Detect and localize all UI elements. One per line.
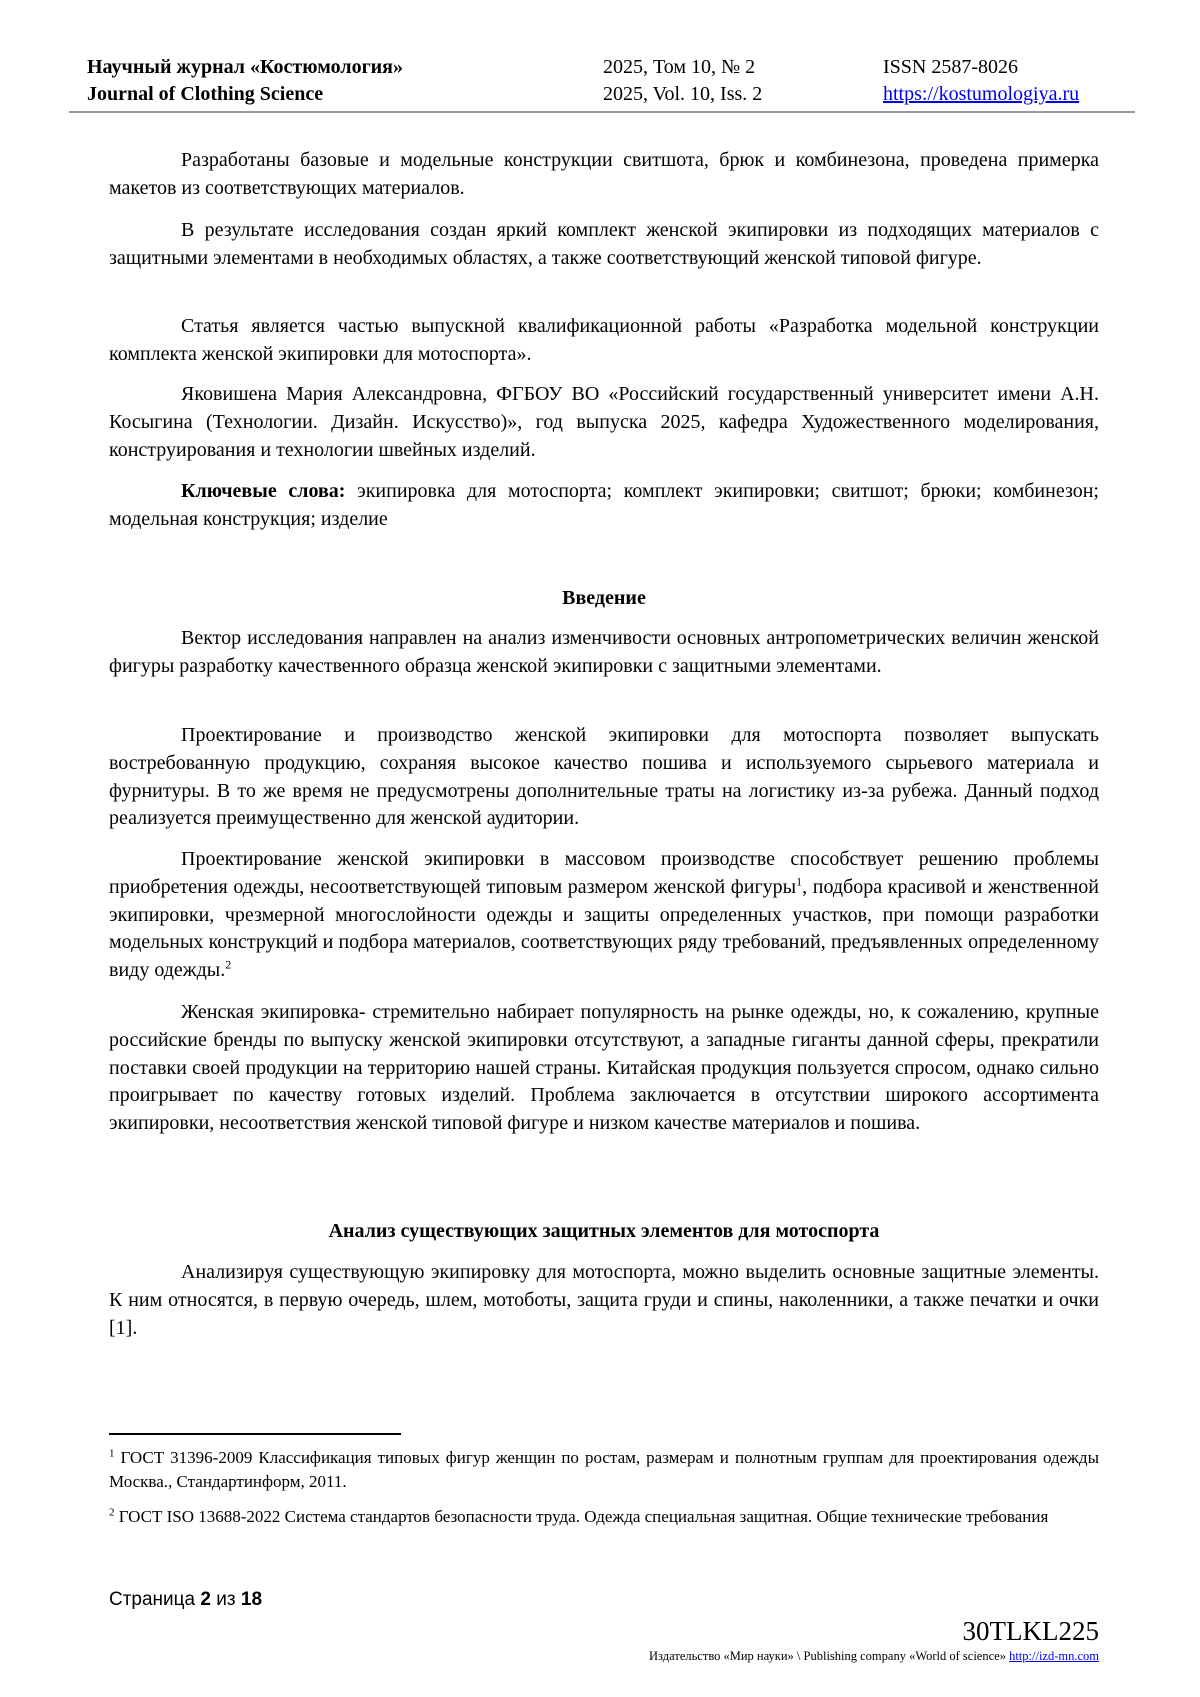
- keywords-paragraph: [109, 478, 1099, 534]
- article-code: 30TLKL225: [962, 1616, 1099, 1646]
- publisher-text: Издательство «Мир науки» \ Publishing company «World of science»: [649, 1649, 1010, 1663]
- footnote-divider: [109, 1433, 401, 1435]
- footnote-ref-1[interactable]: 1: [796, 874, 803, 889]
- paragraph-text: Яковишена Мария Александровна, ФГБОУ ВО «Российский государственный университет имени А.Н. Косыгина (Технологии. Дизайн. Искусство)», год выпуска 2025, кафедра Художественного моделирования, конструирования и технологии швейных изделий.: [109, 383, 1099, 461]
- issn-info: [883, 54, 1079, 108]
- page-number: [109, 1588, 262, 1612]
- footnote-text: ГОСТ ISO 13688-2022 Система стандартов безопасности труда. Одежда специальная защитная. Общие технические требования: [114, 1507, 1049, 1526]
- paragraph: [109, 625, 1099, 681]
- paragraph-text: Проектирование и производство женской экипировки для мотоспорта позволяет выпускать востребованную продукцию, сохраняя высокое качество пошива и используемого сырьевого материала и фурнитуры. В то же время не предусмотрены дополнительные траты на логистику из-за рубежа. Данный подход реализуется преимущественно для женской аудитории.: [109, 724, 1099, 830]
- footnote-ref-2[interactable]: 2: [225, 957, 232, 972]
- journal-title-ru: Научный журнал «Костюмология»: [87, 56, 403, 78]
- footnote-1: [109, 1446, 1099, 1493]
- journal-title-en: Journal of Clothing Science: [87, 83, 324, 105]
- paragraph-text: В результате исследования создан яркий комплект женской экипировки из подходящих материалов с защитными элементами в необходимых областях, а также соответствующий женской типовой фигуре.: [109, 219, 1099, 269]
- paragraph-text: Разработаны базовые и модельные конструкции свитшота, брюк и комбинезона, проведена примерка макетов из соответствующих материалов.: [109, 149, 1099, 199]
- issue-info: [603, 54, 762, 108]
- paragraph-text: Вектор исследования направлен на анализ изменчивости основных антропометрических величин женской фигуры разработку качественного образца женской экипировки с защитными элементами.: [109, 627, 1099, 677]
- page-sep: из: [210, 1589, 241, 1610]
- footnote-2: [109, 1505, 1099, 1529]
- keywords-label: Ключевые слова:: [181, 480, 346, 502]
- header-divider: [69, 111, 1135, 113]
- journal-site-link[interactable]: https://kostumologiya.ru: [883, 83, 1080, 105]
- footnote-number: 2: [109, 1506, 115, 1519]
- author-paragraph: [109, 381, 1099, 464]
- paragraph-text: Проектирование женской экипировки в массовом производстве способствует решению проблемы приобретения одежды, несоответствующей типовым размером женской фигуры: [109, 848, 1099, 898]
- journal-title: [87, 54, 403, 108]
- section-heading-analysis: Анализ существующих защитных элементов для мотоспорта: [328, 1220, 880, 1242]
- footnote-text: ГОСТ 31396-2009 Классификация типовых фигур женщин по ростам, размерам и полнотным группам для проектирования одежды Москва., Стандартинформ, 2011.: [109, 1448, 1099, 1491]
- paragraph: [109, 722, 1099, 833]
- paragraph: [109, 313, 1099, 369]
- paragraph: [109, 1259, 1099, 1342]
- paragraph: [109, 999, 1099, 1138]
- paragraph-text: Статья является частью выпускной квалификационной работы «Разработка модельной конструкции комплекта женской экипировки для мотоспорта».: [109, 315, 1099, 365]
- publisher-line: [649, 1648, 1099, 1664]
- publisher-link[interactable]: http://izd-mn.com: [1009, 1649, 1099, 1663]
- issue-en: 2025, Vol. 10, Iss. 2: [603, 83, 763, 105]
- paragraph-text: , подбора красивой и женственной экипировки, чрезмерной многослойности одежды и защиты определенных участков, при помощи разработки модельных конструкций и подбора материалов, соответствующих ряду требований, предъявленных определенному виду одежды.: [109, 875, 1100, 982]
- paragraph-text: Анализируя существующую экипировку для мотоспорта, можно выделить основные защитные элементы. К ним относятся, в первую очередь, шлем, мотоботы, защита груди и спины, наколенники, а также печатки и очки [1].: [109, 1261, 1099, 1339]
- page-total: 18: [240, 1589, 263, 1610]
- paragraph: [109, 846, 1099, 985]
- keywords-text: экипировка для мотоспорта; комплект экипировки; свитшот; брюки; комбинезон; модельная конструкция; изделие: [109, 480, 1099, 530]
- page-prefix: Страница: [109, 1589, 201, 1610]
- footnote-number: 1: [109, 1447, 115, 1460]
- issue-ru: 2025, Том 10, № 2: [603, 56, 756, 78]
- paragraph: [109, 147, 1099, 203]
- section-heading-intro: Введение: [562, 587, 646, 609]
- page-current: 2: [200, 1589, 211, 1610]
- paragraph: [109, 217, 1099, 273]
- paragraph-text: Женская экипировка- стремительно набирает популярность на рынке одежды, но, к сожалению, крупные российские бренды по выпуску женской экипировки отсутствуют, а западные гиганты данной сферы, прекратили поставки своей продукции на территорию нашей страны. Китайская продукция пользуется спросом, однако сильно проигрывает по качеству готовых изделий. Проблема заключается в отсутствии широкого ассортимента экипировки, несоответствия женской типовой фигуре и низком качестве материалов и пошива.: [109, 1001, 1099, 1135]
- issn: ISSN 2587-8026: [883, 56, 1019, 78]
